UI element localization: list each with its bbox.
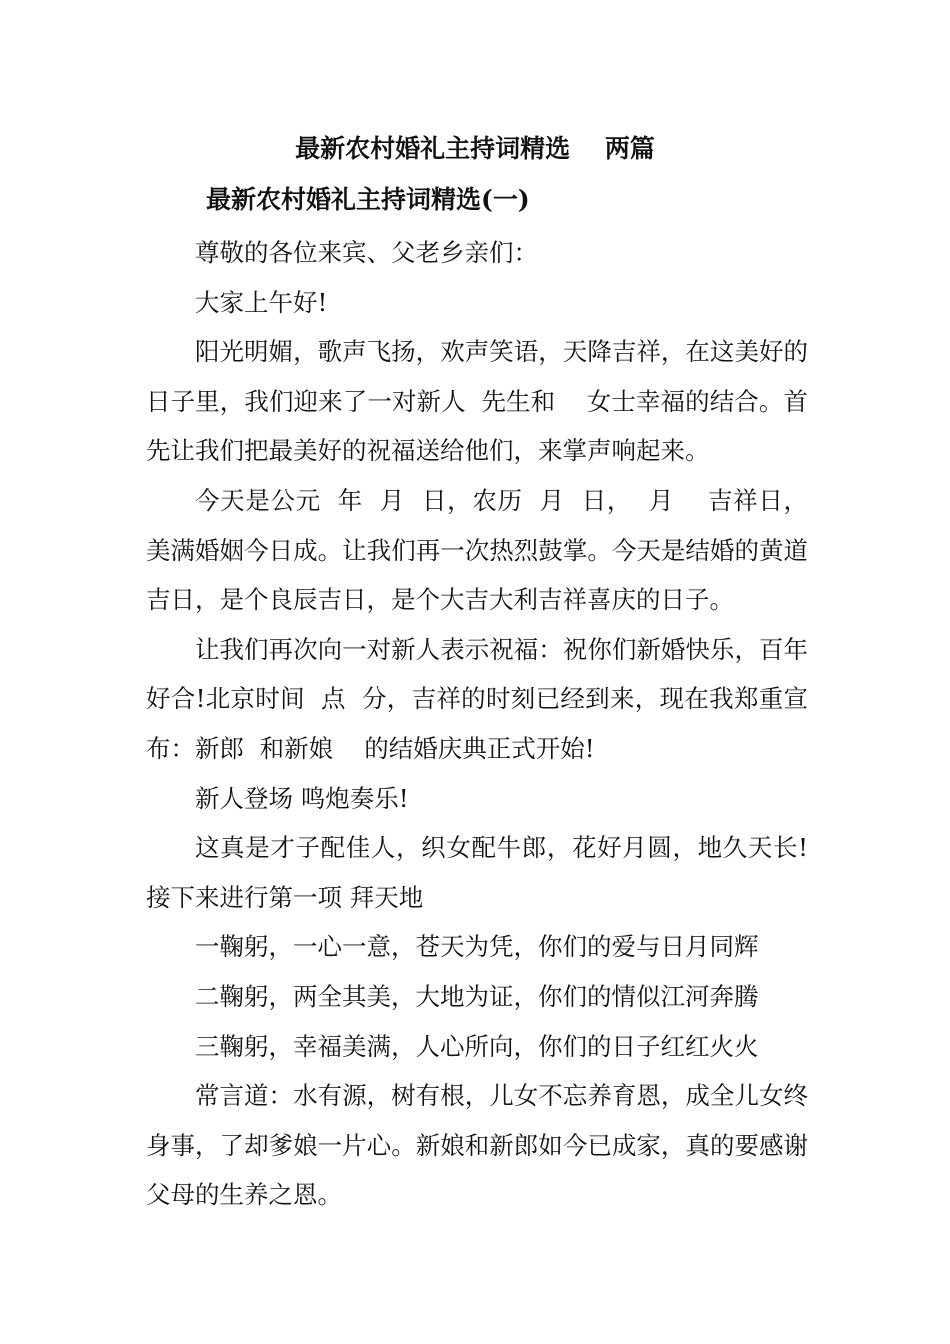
document-body [146,228,808,1220]
paragraph-first-item: 这真是才子配佳人，织女配牛郎，花好月圆，地久天长!接下来进行第一项 拜天地 [146,833,808,912]
paragraph-bow-two: 二鞠躬，两全其美，大地为证，你们的情似江河奔腾 [195,981,759,1011]
paragraph-good-morning: 大家上午好! [195,287,328,317]
paragraph-entrance: 新人登场 鸣炮奏乐! [195,783,409,813]
paragraph-parents: 常言道：水有源，树有根，儿女不忘养育恩，成全儿女终身事，了却爹娘一片心。新娘和新郎如今已成家，真的要感谢父母的生养之恩。 [146,1081,808,1210]
paragraph-blessing: 让我们再次向一对新人表示祝福：祝你们新婚快乐，百年好合!北京时间 点 分，吉祥的时刻已经到来，现在我郑重宣布：新郎 和新娘 的结婚庆典正式开始! [146,634,808,763]
paragraph-bow-three: 三鞠躬，幸福美满，人心所向，你们的日子红红火火 [195,1031,759,1061]
paragraph-greeting: 尊敬的各位来宾、父老乡亲们： [195,238,538,267]
paragraph-opening: 阳光明媚，歌声飞扬，欢声笑语，天降吉祥，在这美好的日子里，我们迎来了一对新人 先生和 女士幸福的结合。首先让我们把最美好的祝福送给他们，来掌声响起来。 [146,337,808,466]
section-title: 最新农村婚礼主持词精选(一) [206,185,530,214]
paragraph-bow-one: 一鞠躬，一心一意，苍天为凭，你们的爱与日月同辉 [195,932,759,962]
paragraph-date: 今天是公元 年 月 日，农历 月 日， 月 吉祥日，美满婚姻今日成。让我们再一次热烈鼓掌。今天是结婚的黄道吉日，是个良辰吉日，是个大吉大利吉祥喜庆的日子。 [146,485,808,615]
document-title: 最新农村婚礼主持词精选 两篇 [295,134,655,163]
